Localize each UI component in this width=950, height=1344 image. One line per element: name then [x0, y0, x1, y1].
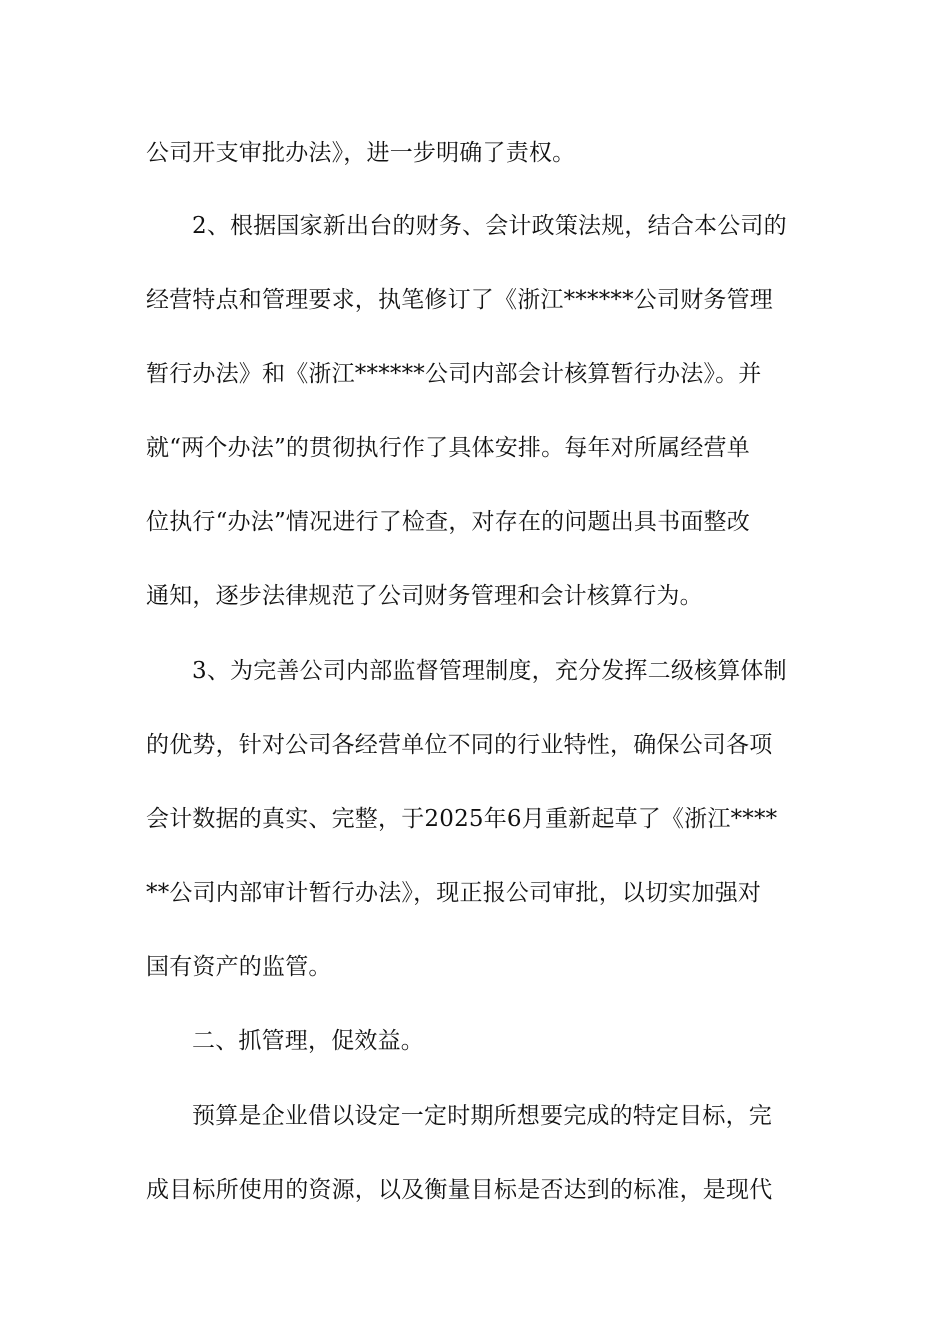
text-line-9: 的优势，针对公司各经营单位不同的行业特性，确保公司各项 [146, 732, 773, 758]
text-line-3: 经营特点和管理要求，执笔修订了《浙江******公司财务管理 [146, 287, 773, 313]
text-line-10: 会计数据的真实、完整，于2025年6月重新起草了《浙江**** [146, 806, 778, 832]
text-line-6: 位执行“办法”情况进行了检查，对存在的问题出具书面整改 [146, 509, 750, 535]
text-line-15: 成目标所使用的资源，以及衡量目标是否达到的标准，是现代 [146, 1177, 773, 1203]
text-line-12: 国有资产的监管。 [146, 954, 332, 980]
text-line-14: 预算是企业借以设定一定时期所想要完成的特定目标，完 [192, 1103, 772, 1129]
text-line-2: 2、根据国家新出台的财务、会计政策法规，结合本公司的 [192, 213, 787, 239]
text-line-7: 通知，逐步法律规范了公司财务管理和会计核算行为。 [146, 583, 703, 609]
text-line-8: 3、为完善公司内部监督管理制度，充分发挥二级核算体制 [192, 658, 787, 684]
text-line-5: 就“两个办法”的贯彻执行作了具体安排。每年对所属经营单 [146, 435, 750, 461]
text-line-1: 公司开支审批办法》，进一步明确了责权。 [146, 140, 576, 166]
section-heading: 二、抓管理，促效益。 [192, 1028, 424, 1054]
text-line-4: 暂行办法》和《浙江******公司内部会计核算暂行办法》。并 [146, 361, 762, 387]
text-line-11: **公司内部审计暂行办法》，现正报公司审批，以切实加强对 [146, 880, 762, 906]
